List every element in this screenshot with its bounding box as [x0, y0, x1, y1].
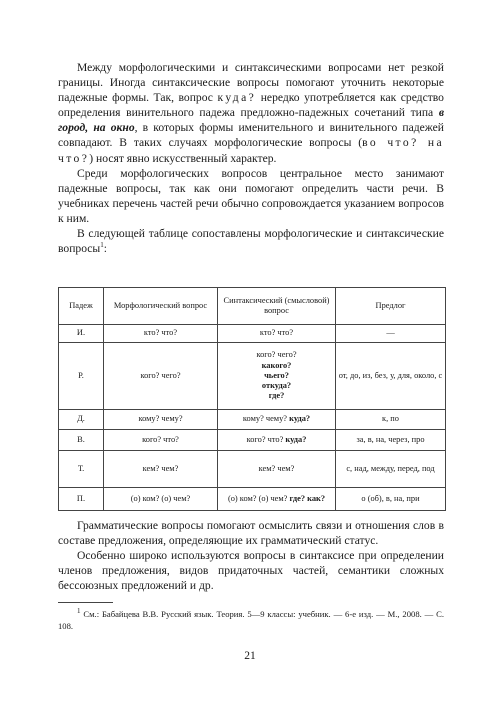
cell-morph: (о) ком? (о) чем? [104, 488, 218, 511]
synt-bold: где? как? [289, 493, 326, 503]
cell-prep: за, в, на, через, про [336, 430, 446, 451]
synt-plain: кому? чему? [242, 414, 288, 424]
synt-bold: где? [268, 391, 285, 401]
cell-morph: кого? чего? [104, 343, 218, 410]
table-row [59, 410, 446, 430]
paragraph-2: Среди морфологических вопросов центральное место занимают падежные вопросы, так как они помогают определить части речи. В учебниках перечень частей речи обычно сопровождается указанием вопросов к ним. [58, 166, 444, 225]
p3-colon: : [103, 242, 107, 256]
cell-prep: от, до, из, без, у, для, около, с [336, 343, 446, 410]
table-row [59, 325, 446, 343]
synt-bold: откуда? [261, 381, 292, 391]
p1-spaced-question-kuda: куда? [217, 91, 257, 105]
page-number: 21 [244, 650, 256, 662]
cell-case: П. [59, 488, 104, 511]
synt-plain: кого? чего? [256, 350, 297, 360]
table-row [59, 430, 446, 451]
cell-prep: — [336, 325, 446, 343]
synt-bold: куда? [285, 434, 307, 444]
cell-synt [218, 343, 336, 410]
paragraph-5: Особенно широко используются вопросы в синтаксисе при определении членов предложения, видов придаточных частей, семантики сложных бессоюзных предложений и др. [58, 549, 444, 593]
table-row [59, 343, 446, 410]
cell-synt [218, 488, 336, 511]
cell-prep: о (об), в, на, при [336, 488, 446, 511]
footnote-mark: 1 [77, 607, 81, 616]
footnote-text: См.: Бабайцева В.В. Русский язык. Теория. 5—9 классы: учебник. — 6-е изд. — М., 2008. — С. 108. [58, 609, 444, 631]
questions-table [58, 287, 446, 511]
paragraph-3 [58, 226, 444, 256]
footnote-divider [58, 602, 113, 603]
cell-case: Т. [59, 451, 104, 488]
table-header-row [59, 288, 446, 325]
footnote [58, 608, 444, 632]
cell-morph: кто? что? [104, 325, 218, 343]
header-morphological: Морфологический вопрос [104, 288, 218, 325]
cell-prep: к, по [336, 410, 446, 430]
table-row [59, 488, 446, 511]
header-case: Падеж [59, 288, 104, 325]
synt-bold: куда? [289, 414, 311, 424]
cell-synt: кем? чем? [218, 451, 336, 488]
synt-plain: (о) ком? (о) чем? [227, 493, 288, 503]
p1-spaced-questions: во что? на что? [58, 136, 444, 165]
p1-example: в город, на окно [58, 106, 444, 135]
paragraph-4: Грамматические вопросы помогают осмыслить связи и отношения слов в составе предложения, определяющие их грамматический статус. [58, 519, 444, 548]
cell-case: В. [59, 430, 104, 451]
p1-text-a: Между морфологическими и синтаксическими вопросами нет резкой границы. Иногда синтаксические вопросы помогают уточнить некоторые падежные формы. Так, вопрос [58, 61, 444, 105]
cell-prep: с, над, между, перед, под [336, 451, 446, 488]
synt-bold: чьего? [264, 370, 289, 380]
p3-text: В следующей таблице сопоставлены морфологические и синтаксические вопросы [58, 227, 444, 256]
cell-morph: кому? чему? [104, 410, 218, 430]
table-row [59, 451, 446, 488]
p1-text-d: ) носят явно искусственный характер. [89, 151, 277, 165]
header-preposition: Предлог [336, 288, 446, 325]
cell-case: И. [59, 325, 104, 343]
cell-morph: кого? что? [104, 430, 218, 451]
paragraph-1 [58, 60, 444, 166]
p1-text-b: нередко употребляется как средство определения винительного падежа предложно-падежных сочетаний типа [58, 91, 444, 120]
synt-plain: кого? что? [246, 434, 284, 444]
header-syntactic: Синтаксический (смысловой) вопрос [218, 288, 336, 325]
cell-synt [218, 430, 336, 451]
p1-text-c: , в которых формы именительного и винительного падежей совпадают. В таких случаях морфологические вопросы ( [58, 121, 445, 150]
synt-bold: какого? [261, 360, 292, 370]
body-text-bottom [58, 518, 444, 593]
body-text-top [58, 60, 444, 256]
cell-synt [218, 410, 336, 430]
cell-case: Р. [59, 343, 104, 410]
cell-synt: кто? что? [218, 325, 336, 343]
cell-morph: кем? чем? [104, 451, 218, 488]
cell-case: Д. [59, 410, 104, 430]
footnote-ref[interactable]: 1 [100, 241, 104, 250]
